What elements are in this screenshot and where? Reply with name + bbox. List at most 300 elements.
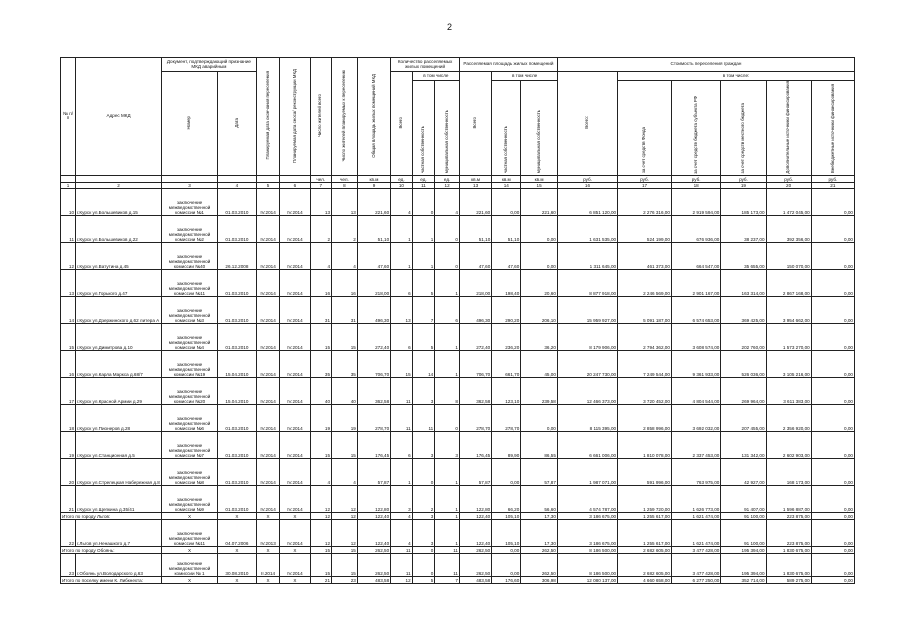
row-address: г.Курск ул.Станционная д.5: [76, 432, 162, 459]
header-rooms-private: частная собственность: [420, 126, 426, 174]
subtotal-cell-c2: 1 255 617,00: [618, 513, 672, 520]
row-cell-c4: 526 036,00: [721, 351, 766, 378]
subtotal-cell-a2: 105,10: [492, 513, 521, 520]
subtotal-cell-k1: 4: [391, 513, 413, 520]
subtotal-cell-area: 122,40: [357, 513, 390, 520]
table-row: [61, 432, 855, 459]
row-cell-r2: 4: [332, 243, 358, 270]
row-cell-a2: 66,20: [492, 486, 521, 513]
row-address: г.Курск ул.Красной Армии д.29: [76, 378, 162, 405]
row-date: 01.03.2010: [218, 432, 257, 459]
row-cell-c3: 1 626 773,00: [671, 486, 720, 513]
row-cell-k1: 13: [391, 297, 413, 324]
row-cell-c3: 4 804 544,00: [671, 378, 720, 405]
row-address: г.Курск ул.Большевиков д.22: [76, 216, 162, 243]
row-cell-c4: 202 760,00: [721, 324, 766, 351]
row-number: 16: [61, 351, 76, 378]
row-cell-k3: 11: [435, 554, 460, 577]
row-date: 01.03.2010: [218, 216, 257, 243]
row-date: 01.03.2010: [218, 270, 257, 297]
row-cell-a1: 122,40: [459, 520, 491, 547]
row-cell-k3: 1: [435, 270, 460, 297]
row-cell-c3: 3 608 574,00: [671, 324, 720, 351]
subtotal-cell-a3: 17,30: [521, 513, 558, 520]
row-cell-k1: 1: [391, 459, 413, 486]
subtotal-cell-area: 483,58: [357, 577, 390, 584]
row-cell-c4: 207 455,00: [721, 405, 766, 432]
row-cell-c3: 1 621 474,00: [671, 520, 720, 547]
row-cell-k2: 5: [412, 270, 435, 297]
row-cell-c4: 269 964,00: [721, 378, 766, 405]
row-cell-a1: 122,80: [459, 486, 491, 513]
table-body: [61, 189, 855, 584]
row-date: 26.12.2008: [218, 243, 257, 270]
row-cell-a1: 51,10: [459, 216, 491, 243]
row-document: заключение межведомственной комиссии №40: [162, 243, 218, 270]
row-date: 04.07.2006: [218, 520, 257, 547]
subtotal-cell-r1: 12: [310, 513, 332, 520]
header-area-incl: в том числе: [492, 72, 558, 81]
row-planned-demolition: IV.2014: [280, 405, 310, 432]
subtotal-x: X: [280, 547, 310, 554]
row-cell-c2: 3 720 452,00: [618, 378, 672, 405]
row-cell-c6: 0,00: [811, 189, 854, 216]
row-document: заключение межведомственной комиссии № 1: [162, 554, 218, 577]
row-cell-r1: 4: [310, 459, 332, 486]
subtotal-x: X: [280, 577, 310, 584]
header-residents-total: Число жителей всего: [317, 94, 323, 138]
row-planned-completion: IV.2014: [256, 405, 280, 432]
row-cell-c1: 8 115 395,00: [557, 405, 617, 432]
row-cell-k1: 6: [391, 432, 413, 459]
table-row: [61, 378, 855, 405]
row-cell-c5: 2 602 903,00: [766, 432, 811, 459]
row-cell-k3: 6: [435, 297, 460, 324]
header-rooms-total: Всего: [398, 116, 404, 129]
table-row: [61, 216, 855, 243]
subtotal-cell-c3: 1 621 474,00: [671, 513, 720, 520]
row-number: 23: [61, 554, 76, 577]
row-cell-r1: 4: [310, 243, 332, 270]
row-cell-c2: 524 199,00: [618, 216, 672, 243]
row-address: г.Курск ул.Стрелецкая Набережная д.8: [76, 459, 162, 486]
row-cell-k2: 11: [412, 405, 435, 432]
row-number: 11: [61, 216, 76, 243]
row-cell-c5: 392 356,00: [766, 216, 811, 243]
table-row: [61, 270, 855, 297]
row-planned-demolition: IV.2014: [280, 378, 310, 405]
row-cell-c2: 2 858 996,00: [618, 405, 672, 432]
row-planned-demolition: IV.2014: [280, 243, 310, 270]
row-cell-c6: 0,00: [811, 297, 854, 324]
row-cell-k3: 3: [435, 432, 460, 459]
row-cell-r2: 15: [332, 554, 358, 577]
row-cell-c4: 91 100,00: [721, 520, 766, 547]
subtotal-cell-area: 262,50: [357, 547, 390, 554]
row-cell-c5: 1 596 887,00: [766, 486, 811, 513]
header-doc-number: Номер: [186, 115, 192, 130]
header-area-total: Всего: [472, 116, 478, 129]
row-cell-r2: 4: [332, 459, 358, 486]
row-cell-c5: 223 875,00: [766, 520, 811, 547]
header-area-municipal: муниципальная собственность: [535, 110, 541, 174]
row-cell-a1: 221,60: [459, 189, 491, 216]
header-planned-demolition: Планируемая дата сноса/ реконструкции МКД: [291, 68, 297, 163]
row-cell-a3: 86,55: [521, 432, 558, 459]
row-cell-a2: 278,70: [492, 405, 521, 432]
row-cell-r1: 16: [310, 270, 332, 297]
subtotal-cell-k3: 7: [435, 577, 460, 584]
row-cell-c2: 2 682 605,00: [618, 554, 672, 577]
subtotal-cell-r2: 12: [332, 513, 358, 520]
subtotal-row: [61, 513, 855, 520]
subtotal-x: X: [256, 577, 280, 584]
row-cell-k1: 1: [391, 216, 413, 243]
subtotal-x: X: [280, 513, 310, 520]
row-number: 12: [61, 243, 76, 270]
row-cell-a1: 262,50: [459, 554, 491, 577]
row-planned-demolition: IV.2014: [280, 351, 310, 378]
row-cell-c1: 8 179 906,00: [557, 324, 617, 351]
row-cell-c2: 2 276 316,00: [618, 189, 672, 216]
row-cell-c4: 38 237,00: [721, 216, 766, 243]
row-cell-c1: 1 987 071,00: [557, 459, 617, 486]
row-document: заключение межведомственной комиссии №9: [162, 486, 218, 513]
row-cell-r2: 15: [332, 432, 358, 459]
row-planned-completion: IV.2013: [256, 520, 280, 547]
header-cost-fund: за счет средств Фонда: [641, 127, 647, 174]
row-cell-c2: 461 373,00: [618, 243, 672, 270]
row-planned-demolition: IV.2014: [280, 216, 310, 243]
row-cell-c5: 1 830 675,00: [766, 554, 811, 577]
row-cell-c6: 0,00: [811, 270, 854, 297]
row-cell-a2: 47,60: [492, 243, 521, 270]
row-cell-area: 262,50: [357, 554, 390, 577]
row-cell-k3: 1: [435, 459, 460, 486]
row-cell-a3: 57,87: [521, 459, 558, 486]
row-date: 15.04.2010: [218, 351, 257, 378]
row-cell-c1: 15 959 927,00: [557, 297, 617, 324]
subtotal-x: X: [218, 547, 257, 554]
row-address: г.Курск ул.Димитрова д.10: [76, 324, 162, 351]
row-cell-area: 272,40: [357, 324, 390, 351]
row-cell-a3: 239,58: [521, 378, 558, 405]
row-address: г.Курск ул.Горького д.47: [76, 270, 162, 297]
subtotal-cell-c5: 589 275,00: [766, 577, 811, 584]
row-planned-completion: IV.2014: [256, 432, 280, 459]
row-cell-k1: 11: [391, 378, 413, 405]
row-planned-completion: IV.2014: [256, 324, 280, 351]
row-cell-c6: 0,00: [811, 405, 854, 432]
subtotal-cell-k2: 3: [412, 513, 435, 520]
subtotal-cell-k2: 0: [412, 547, 435, 554]
row-cell-c1: 20 247 730,00: [557, 351, 617, 378]
row-cell-c5: 2 867 168,00: [766, 270, 811, 297]
subtotal-cell-k1: 12: [391, 577, 413, 584]
row-cell-a2: 89,90: [492, 432, 521, 459]
row-cell-k1: 6: [391, 324, 413, 351]
row-cell-k2: 0: [412, 189, 435, 216]
row-cell-c6: 0,00: [811, 324, 854, 351]
row-cell-a2: 290,20: [492, 297, 521, 324]
subtotal-label: Итого по городу Льгов:: [61, 513, 162, 520]
row-cell-c2: 7 249 544,00: [618, 351, 672, 378]
header-cost-additional: Дополнительные источники финансирования: [785, 81, 791, 174]
row-cell-k1: 4: [391, 189, 413, 216]
row-planned-demolition: IV.2014: [280, 459, 310, 486]
row-address: г.Обоянь ул.Володарского д.63: [76, 554, 162, 577]
row-cell-a3: 262,50: [521, 554, 558, 577]
subtotal-cell-r2: 15: [332, 547, 358, 554]
row-cell-c5: 168 173,00: [766, 459, 811, 486]
subtotal-cell-c3: 3 477 428,00: [671, 547, 720, 554]
subtotal-cell-a1: 262,50: [459, 547, 491, 554]
row-cell-a2: 0,00: [492, 459, 521, 486]
row-cell-c1: 8 186 500,00: [557, 554, 617, 577]
table-row: [61, 554, 855, 577]
row-cell-k3: 0: [435, 216, 460, 243]
row-cell-c6: 0,00: [811, 486, 854, 513]
row-cell-r2: 15: [332, 324, 358, 351]
row-cell-c5: 3 105 216,00: [766, 351, 811, 378]
row-number: 15: [61, 324, 76, 351]
row-cell-c5: 1 472 045,00: [766, 189, 811, 216]
row-date: 01.03.2010: [218, 459, 257, 486]
row-planned-completion: IV.2014: [256, 459, 280, 486]
row-cell-c3: 664 547,00: [671, 243, 720, 270]
row-cell-c3: 676 936,00: [671, 216, 720, 243]
row-cell-k2: 7: [412, 297, 435, 324]
subtotal-cell-k1: 11: [391, 547, 413, 554]
units-row: чел. чел. кв.м ед. ед. ед. кв.м кв.м кв.м руб. руб. руб. руб. руб. руб.: [61, 175, 855, 182]
subtotal-cell-a2: 0,00: [492, 547, 521, 554]
subtotal-cell-c5: 1 830 675,00: [766, 547, 811, 554]
subtotal-cell-k2: 5: [412, 577, 435, 584]
row-cell-r1: 15: [310, 432, 332, 459]
row-cell-r2: 12: [332, 520, 358, 547]
subtotal-cell-c2: 2 682 605,00: [618, 547, 672, 554]
page-number: 2: [447, 22, 453, 32]
header-rooms-municipal: муниципальная собственность: [443, 110, 449, 174]
row-cell-area: 176,45: [357, 432, 390, 459]
row-cell-c5: 1 573 270,00: [766, 324, 811, 351]
row-cell-a1: 218,00: [459, 270, 491, 297]
row-cell-area: 47,60: [357, 243, 390, 270]
header-doc-date: Дата: [233, 117, 239, 128]
row-cell-k1: 4: [391, 520, 413, 547]
row-cell-c6: 0,00: [811, 520, 854, 547]
row-document: заключение межведомственной комиссии №19: [162, 351, 218, 378]
row-cell-c5: 2 356 920,00: [766, 405, 811, 432]
row-cell-k3: 1: [435, 351, 460, 378]
row-planned-completion: IV.2014: [256, 243, 280, 270]
row-cell-c3: 3 477 428,00: [671, 554, 720, 577]
row-cell-k2: 2: [412, 486, 435, 513]
header-cost-regional: за счет средств бюджета субъекта РФ: [692, 95, 698, 174]
row-cell-c1: 6 661 006,00: [557, 432, 617, 459]
header-rooms-group: Количество расселяемых жилых помещений: [391, 58, 460, 72]
header-cost-total: Всего:: [584, 116, 590, 129]
row-cell-r1: 19: [310, 405, 332, 432]
row-cell-c2: 591 996,00: [618, 459, 672, 486]
subtotal-x: X: [162, 547, 218, 554]
table-row: [61, 351, 855, 378]
row-cell-a3: 0,00: [521, 216, 558, 243]
table-row: [61, 297, 855, 324]
row-cell-k1: 3: [391, 486, 413, 513]
row-cell-k2: 3: [412, 520, 435, 547]
row-document: заключение межведомственной комиссии №7: [162, 432, 218, 459]
row-number: 22: [61, 520, 76, 547]
row-cell-k3: 4: [435, 189, 460, 216]
row-cell-c4: 42 927,00: [721, 459, 766, 486]
row-cell-k1: 15: [391, 351, 413, 378]
subtotal-cell-c6: 0,00: [811, 547, 854, 554]
subtotal-x: X: [162, 513, 218, 520]
row-date: 01.03.2010: [218, 324, 257, 351]
subtotal-cell-c6: 0,00: [811, 577, 854, 584]
row-cell-k2: 14: [412, 351, 435, 378]
row-cell-a1: 272,40: [459, 324, 491, 351]
row-planned-completion: IV.2014: [256, 486, 280, 513]
row-cell-c2: 2 794 362,00: [618, 324, 672, 351]
row-cell-c1: 4 574 787,00: [557, 486, 617, 513]
row-cell-area: 221,60: [357, 189, 390, 216]
row-cell-c2: 1 255 617,00: [618, 520, 672, 547]
table-row: [61, 243, 855, 270]
subtotal-x: X: [256, 513, 280, 520]
row-planned-completion: IV.2014: [256, 378, 280, 405]
row-cell-c6: 0,00: [811, 459, 854, 486]
row-cell-r1: 40: [310, 378, 332, 405]
row-cell-c4: 91 407,00: [721, 486, 766, 513]
row-planned-demolition: IV.2014: [280, 486, 310, 513]
subtotal-cell-a3: 262,50: [521, 547, 558, 554]
row-cell-k3: 1: [435, 486, 460, 513]
row-planned-completion: IV.2014: [256, 297, 280, 324]
row-number: 19: [61, 432, 76, 459]
subtotal-cell-c1: 3 186 675,00: [557, 513, 617, 520]
row-planned-completion: II.2014: [256, 554, 280, 577]
row-cell-a3: 0,00: [521, 243, 558, 270]
header-area-group: Расселяемая площадь жилых помещений: [459, 58, 557, 72]
row-cell-k3: 0: [435, 243, 460, 270]
header-total-area: Общая площадь жилых помещений МКД: [370, 73, 376, 158]
subtotal-cell-c4: 195 394,00: [721, 547, 766, 554]
subtotal-cell-c4: 91 100,00: [721, 513, 766, 520]
header-document-group: Документ, подтверждающий признание МКД аварийным: [162, 58, 257, 72]
row-cell-r2: 35: [332, 351, 358, 378]
subtotal-cell-c4: 352 714,00: [721, 577, 766, 584]
row-cell-c2: 1 810 078,00: [618, 432, 672, 459]
row-cell-c6: 0,00: [811, 378, 854, 405]
row-number: 21: [61, 486, 76, 513]
row-cell-k1: 11: [391, 554, 413, 577]
row-cell-r2: 31: [332, 297, 358, 324]
row-cell-a1: 278,70: [459, 405, 491, 432]
row-cell-k2: 5: [412, 324, 435, 351]
row-document: заключение межведомственной комиссии №1: [162, 189, 218, 216]
row-planned-demolition: IV.2014: [280, 554, 310, 577]
header-cost-local: за счет средств местного бюджета: [740, 103, 746, 174]
row-cell-a1: 496,30: [459, 297, 491, 324]
row-cell-k2: 1: [412, 243, 435, 270]
row-cell-k2: 3: [412, 432, 435, 459]
row-cell-r1: 12: [310, 520, 332, 547]
row-cell-area: 122,40: [357, 520, 390, 547]
row-cell-c6: 0,00: [811, 351, 854, 378]
row-cell-r2: 2: [332, 216, 358, 243]
row-cell-c4: 163 314,00: [721, 270, 766, 297]
row-cell-area: 218,00: [357, 270, 390, 297]
row-cell-c3: 3 692 032,00: [671, 405, 720, 432]
table-row: [61, 405, 855, 432]
row-planned-demolition: IV.2014: [280, 432, 310, 459]
row-cell-k1: 1: [391, 243, 413, 270]
row-cell-a1: 362,58: [459, 378, 491, 405]
subtotal-cell-a3: 306,98: [521, 577, 558, 584]
row-planned-completion: IV.2014: [256, 216, 280, 243]
row-cell-c4: 131 342,00: [721, 432, 766, 459]
row-cell-r2: 19: [332, 405, 358, 432]
subtotal-cell-c5: 223 875,00: [766, 513, 811, 520]
row-cell-a2: 198,40: [492, 270, 521, 297]
row-cell-r2: 13: [332, 189, 358, 216]
row-document: заключение межведомственной комиссии №6: [162, 405, 218, 432]
row-document: заключение межведомственной комиссии №11: [162, 270, 218, 297]
row-cell-area: 362,58: [357, 378, 390, 405]
header-cost-extra: Внебюджетные источники финансирования: [829, 84, 835, 174]
subtotal-cell-r1: 21: [310, 577, 332, 584]
resettlement-table: [60, 57, 855, 584]
row-cell-c5: 3 611 383,00: [766, 378, 811, 405]
row-cell-a2: 661,70: [492, 351, 521, 378]
row-document: заключение межведомственной комиссии №4: [162, 324, 218, 351]
row-cell-c3: 763 975,00: [671, 459, 720, 486]
row-cell-a2: 236,20: [492, 324, 521, 351]
row-cell-c3: 2 901 167,00: [671, 270, 720, 297]
subtotal-cell-k3: 1: [435, 513, 460, 520]
row-cell-c6: 0,00: [811, 554, 854, 577]
row-address: г.Льгов ул.Ненашкого д.7: [76, 520, 162, 547]
row-cell-r1: 12: [310, 486, 332, 513]
row-date: 01.03.2010: [218, 405, 257, 432]
row-cell-a1: 176,45: [459, 432, 491, 459]
row-cell-c5: 3 954 662,00: [766, 297, 811, 324]
subtotal-row: [61, 577, 855, 584]
row-cell-c3: 9 361 933,00: [671, 351, 720, 378]
row-cell-a2: 0,00: [492, 554, 521, 577]
row-cell-k3: 1: [435, 324, 460, 351]
subtotal-cell-c2: 4 660 658,00: [618, 577, 672, 584]
row-cell-a3: 20,60: [521, 270, 558, 297]
subtotal-cell-k3: 11: [435, 547, 460, 554]
row-cell-c2: 2 246 569,00: [618, 270, 672, 297]
row-planned-demolition: IV.2014: [280, 520, 310, 547]
row-cell-r2: 12: [332, 486, 358, 513]
row-number: 13: [61, 270, 76, 297]
row-cell-k1: 6: [391, 270, 413, 297]
subtotal-x: X: [218, 513, 257, 520]
row-number: 20: [61, 459, 76, 486]
row-planned-completion: IV.2014: [256, 270, 280, 297]
row-planned-completion: IV.2014: [256, 189, 280, 216]
header-address: Адрес МКД: [76, 58, 162, 176]
row-number: 10: [61, 189, 76, 216]
row-cell-c4: 369 425,00: [721, 297, 766, 324]
row-cell-r1: 31: [310, 297, 332, 324]
header-area-private: частная собственность: [502, 126, 508, 174]
